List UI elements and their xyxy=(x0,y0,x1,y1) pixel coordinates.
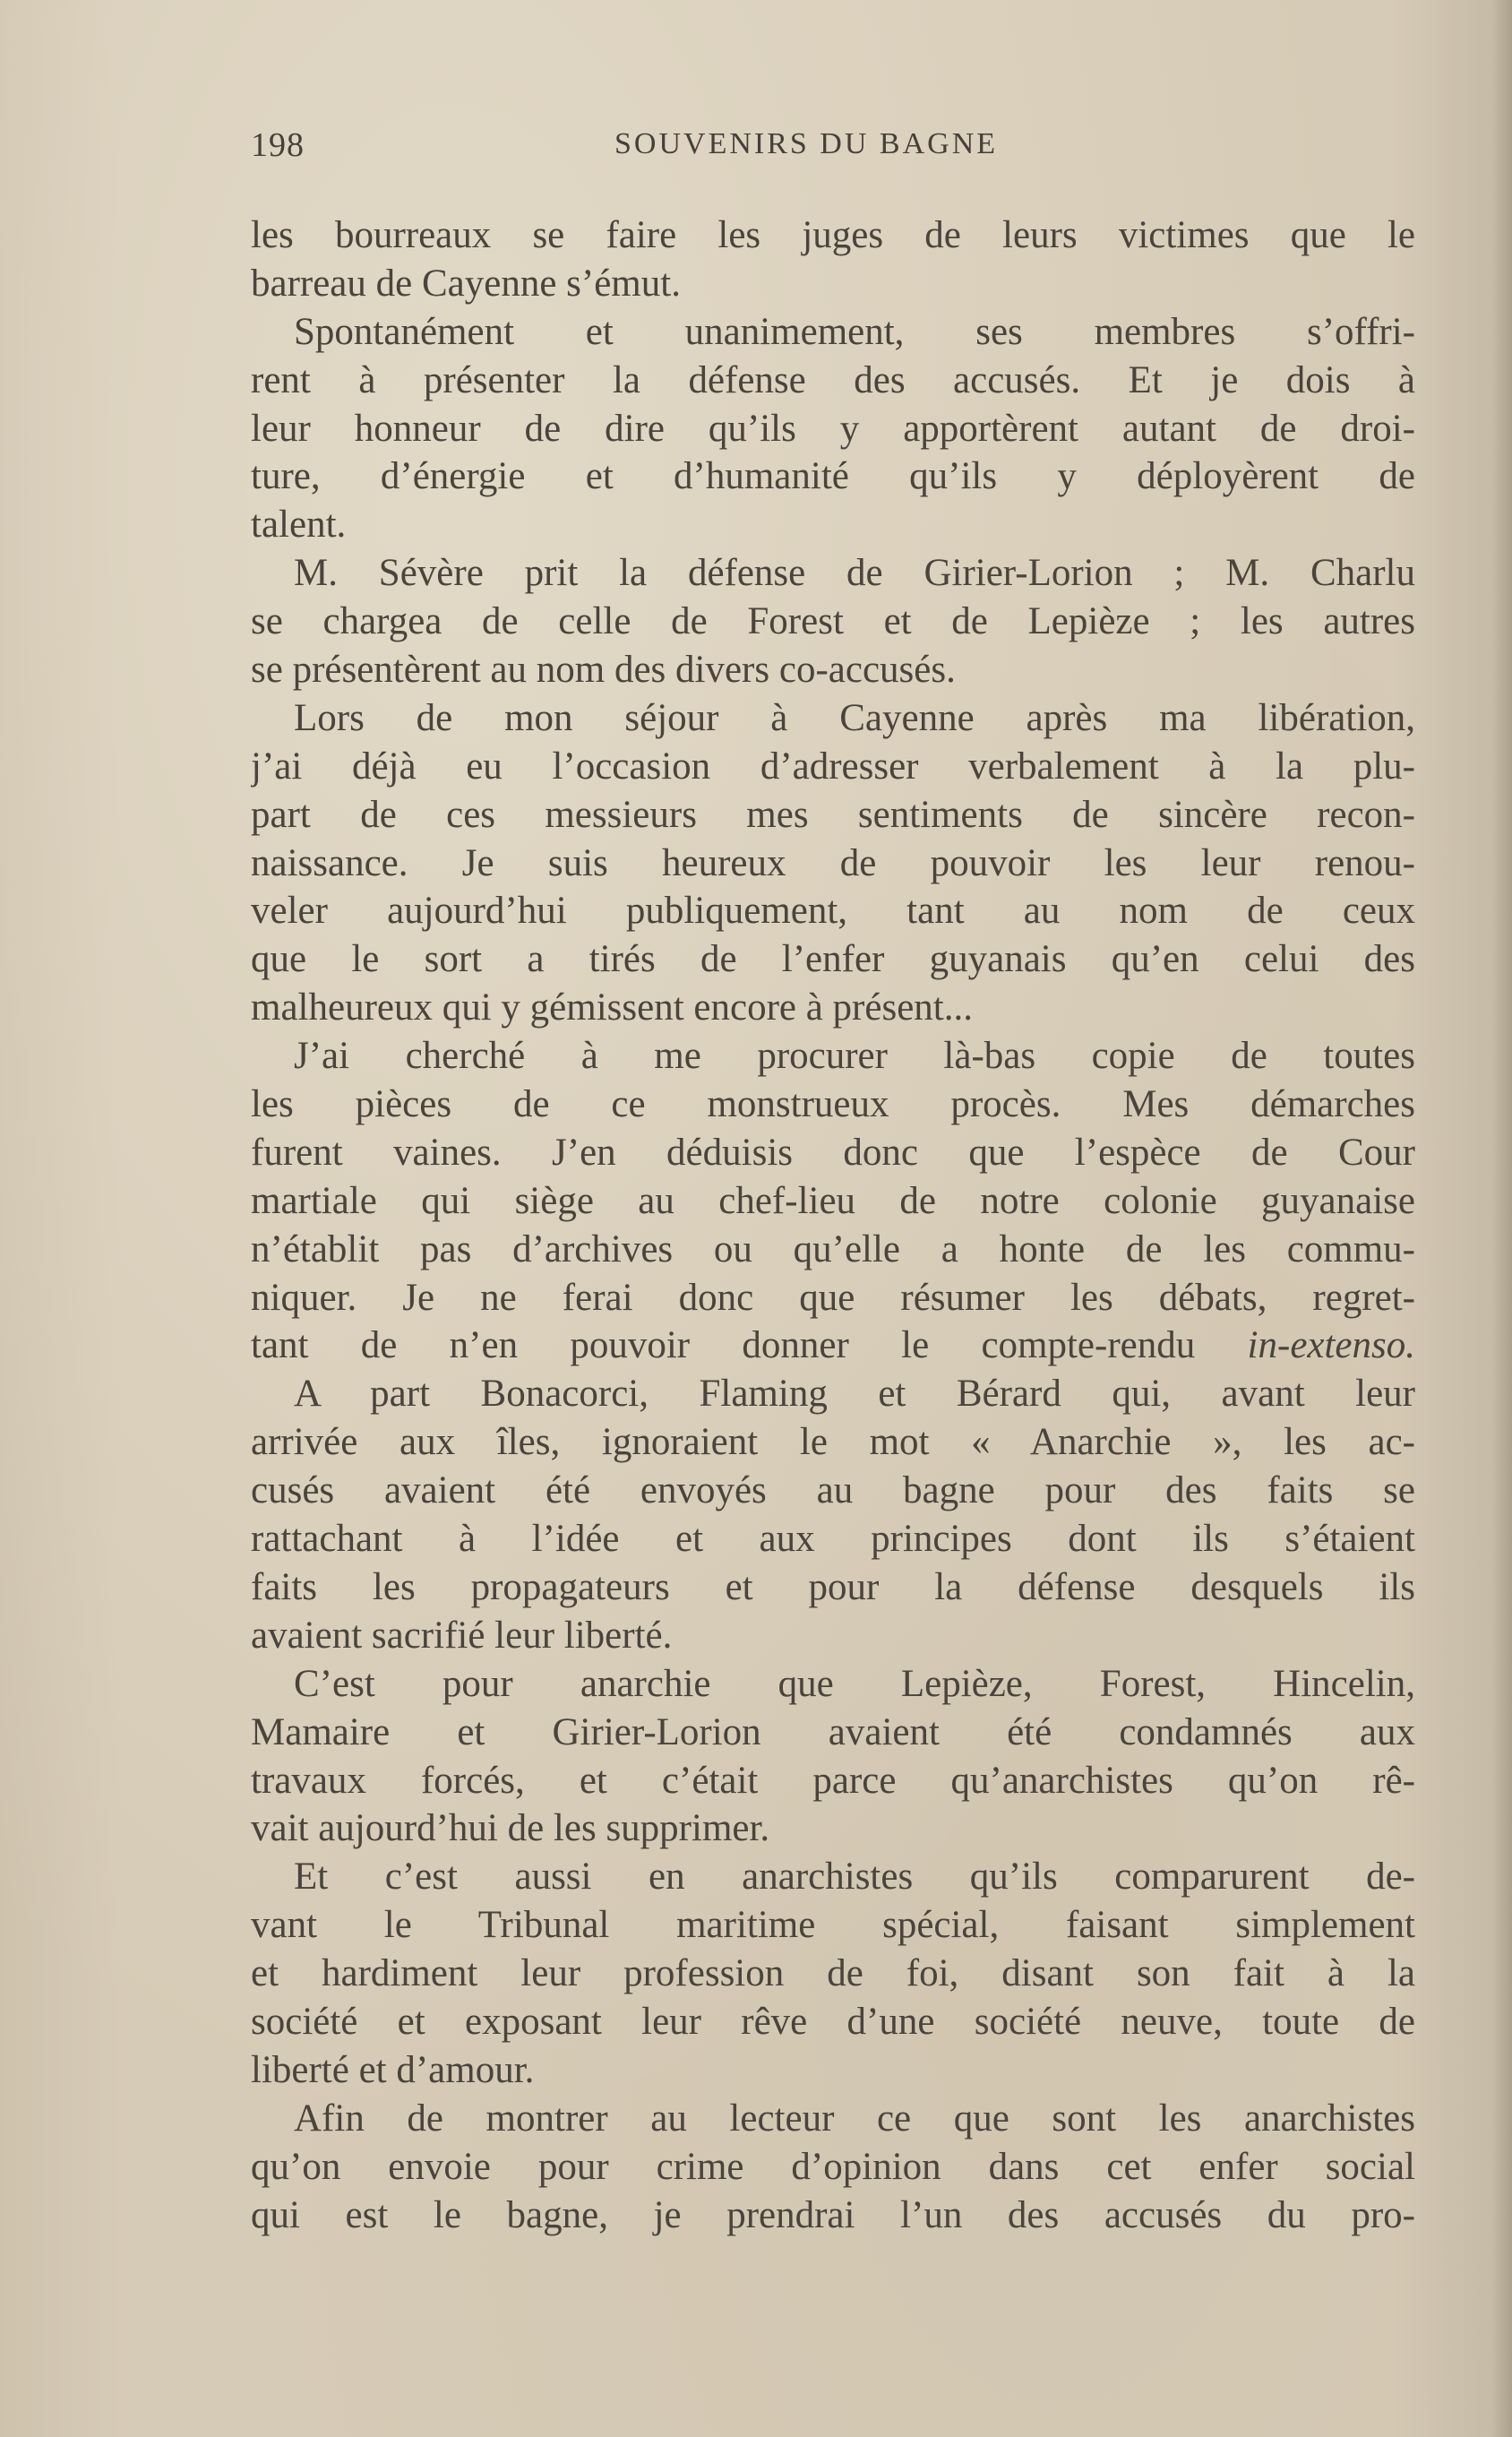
text-line: ture, d’énergie et d’humanité qu’ils y déployèrent de xyxy=(251,455,1415,498)
text-line: vant le Tribunal maritime spécial, faisant simplement xyxy=(251,1904,1415,1947)
text-line: furent vaines. J’en déduisis donc que l’espèce de Cour xyxy=(251,1131,1415,1174)
text-line: faits les propagateurs et pour la défense desquels ils xyxy=(251,1565,1415,1608)
text-line: Afin de montrer au lecteur ce que sont les anarchistes xyxy=(294,2097,1415,2140)
page-number: 198 xyxy=(251,126,305,164)
text-line: les pièces de ce monstrueux procès. Mes démarches xyxy=(251,1083,1415,1126)
text-line: et hardiment leur profession de foi, disant son fait à la xyxy=(251,1952,1415,1995)
text-line: part de ces messieurs mes sentiments de sincère recon- xyxy=(251,793,1415,836)
text-line: naissance. Je suis heureux de pouvoir les leur renou- xyxy=(251,841,1415,884)
running-title: SOUVENIRS DU BAGNE xyxy=(614,127,999,160)
text-line: rattachant à l’idée et aux principes dont ils s’étaient xyxy=(251,1518,1415,1561)
text-line: liberté et d’amour. xyxy=(251,2048,535,2091)
text-line-italic-ending xyxy=(251,1322,1415,1370)
text-line: barreau de Cayenne s’émut. xyxy=(251,262,681,305)
text-line: martiale qui siège au chef-lieu de notre colonie guyanaise xyxy=(251,1179,1415,1222)
text-line: arrivée aux îles, ignoraient le mot « Anarchie », les ac- xyxy=(251,1421,1415,1464)
page-header xyxy=(251,125,1415,170)
text-line: Mamaire et Girier-Lorion avaient été condamnés aux xyxy=(251,1710,1415,1753)
text-line: qu’on envoie pour crime d’opinion dans cet enfer social xyxy=(251,2145,1415,2188)
text-line: se présentèrent au nom des divers co-accusés. xyxy=(251,649,956,692)
text-line: Spontanément et unanimement, ses membres s’offri- xyxy=(294,310,1415,353)
text-line: vait aujourd’hui de les supprimer. xyxy=(251,1807,770,1850)
text-line: que le sort a tirés de l’enfer guyanais qu’en celui des xyxy=(251,938,1415,981)
text-line: se chargea de celle de Forest et de Lepièze ; les autres xyxy=(251,600,1415,643)
text-line: veler aujourd’hui publiquement, tant au nom de ceux xyxy=(251,890,1415,933)
text-line: leur honneur de dire qu’ils y apportèrent autant de droi- xyxy=(251,407,1415,450)
text-line: niquer. Je ne ferai donc que résumer les débats, regret- xyxy=(251,1276,1415,1319)
text-line: avaient sacrifié leur liberté. xyxy=(251,1614,673,1657)
text-line: Lors de mon séjour à Cayenne après ma libération, xyxy=(294,696,1415,739)
text-line-start: tant de n’en pouvoir donner le compte-rendu xyxy=(251,1324,1196,1367)
body-text xyxy=(251,211,1415,2239)
text-line: rent à présenter la défense des accusés. Et je dois à xyxy=(251,358,1415,401)
text-line: talent. xyxy=(251,504,347,547)
text-line: travaux forcés, et c’était parce qu’anarchistes qu’on rê- xyxy=(251,1759,1415,1802)
text-line: M. Sévère prit la défense de Girier-Lorion ; M. Charlu xyxy=(294,552,1415,595)
page-edge-shadow xyxy=(1492,0,1512,2437)
text-line: les bourreaux se faire les juges de leurs victimes que le xyxy=(251,214,1415,256)
text-line: société et exposant leur rêve d’une société neuve, toute de xyxy=(251,2000,1415,2043)
text-line: malheureux qui y gémissent encore à présent... xyxy=(251,986,973,1029)
text-line: cusés avaient été envoyés au bagne pour des faits se xyxy=(251,1469,1415,1512)
text-line: J’ai cherché à me procurer là-bas copie de toutes xyxy=(294,1035,1415,1078)
text-line: C’est pour anarchie que Lepièze, Forest, Hincelin, xyxy=(294,1662,1415,1705)
text-line: j’ai déjà eu l’occasion d’adresser verbalement à la plu- xyxy=(251,745,1415,788)
text-line: qui est le bagne, je prendrai l’un des accusés du pro- xyxy=(251,2193,1415,2236)
text-line: n’établit pas d’archives ou qu’elle a honte de les commu- xyxy=(251,1227,1415,1270)
italic-phrase: in-extenso. xyxy=(1247,1324,1415,1367)
text-line: A part Bonacorci, Flaming et Bérard qui, avant leur xyxy=(294,1373,1415,1416)
text-line: Et c’est aussi en anarchistes qu’ils comparurent de- xyxy=(294,1856,1415,1899)
